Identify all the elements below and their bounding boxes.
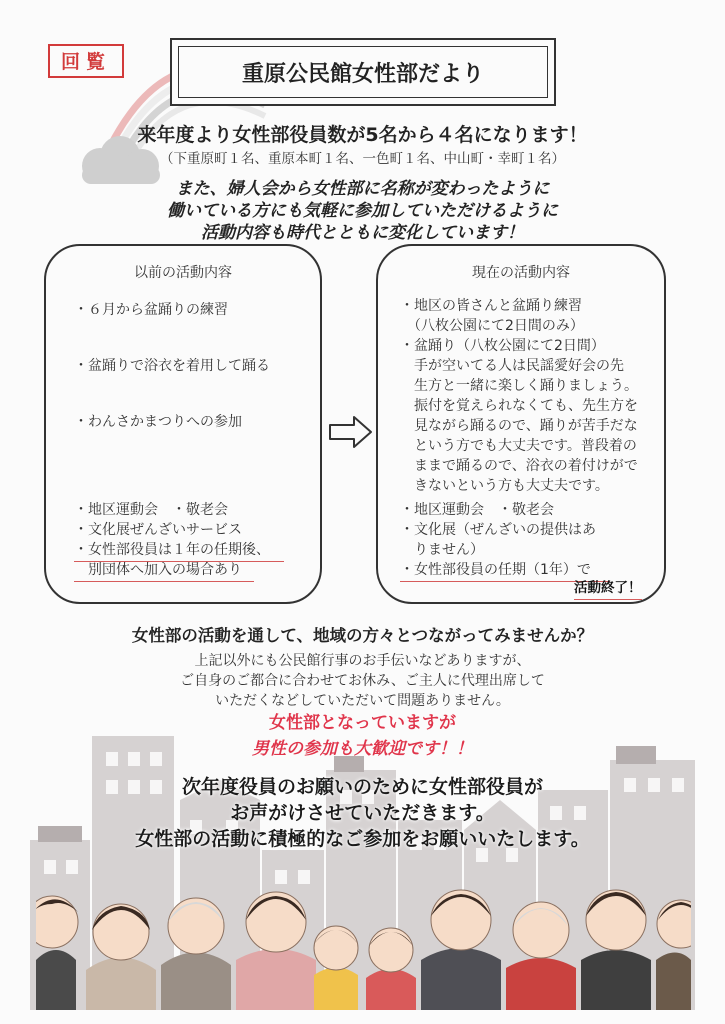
current-item: 手が空いてる人は民謡愛好会の先 — [400, 358, 624, 374]
current-item: 振付を覚えられなくても、先生方を — [400, 398, 638, 414]
current-item: （八枚公園にて2日間のみ） — [400, 318, 584, 334]
current-item: ・文化展（ぜんざいの提供はあ — [400, 522, 596, 538]
closing-line-3: 女性部の活動に積極的なご参加をお願いいたします。 — [135, 828, 590, 850]
current-item: ・盆踊り（八枚公園にて2日間） — [400, 338, 605, 354]
welcome-line-1: 女性部となっていますが — [269, 713, 456, 733]
headline: 来年度より女性部役員数が5名から４名になります！ — [137, 124, 588, 146]
current-item: ・地区の皆さんと盆踊り練習 — [400, 298, 582, 314]
previous-item: ・盆踊りで浴衣を着用して踊る — [74, 358, 270, 374]
info-line-2: ご自身のご都合に合わせてお休み、ご主人に代理出席して — [180, 673, 545, 689]
info-line-1: 上記以外にも公民館行事のお手伝いなどありますが、 — [194, 653, 531, 669]
message-line-2: 働いている方にも気軽に参加していただけるように — [167, 201, 558, 221]
previous-item: ・地区運動会 ・敬老会 — [74, 502, 228, 518]
previous-item: ・６月から盆踊りの練習 — [74, 302, 228, 318]
people-group-illustration — [36, 860, 691, 1010]
previous-item: ・わんさかまつりへの参加 — [74, 414, 242, 430]
previous-item: ・女性部役員は１年の任期後、 — [74, 540, 284, 562]
connect-heading: 女性部の活動を通して、地域の方々とつながってみませんか？ — [131, 626, 594, 645]
previous-activities-title: 以前の活動内容 — [134, 265, 232, 281]
message-line-1: また、婦人会から女性部に名称が変わったように — [175, 179, 550, 199]
activity-end-note: 活動終了！ — [574, 578, 642, 600]
closing-line-2: お声がけさせていただきます。 — [230, 802, 495, 824]
circular-badge: 回覧 — [48, 44, 124, 78]
closing-line-1: 次年度役員のお願いのために女性部役員が — [181, 776, 543, 798]
welcome-line-2: 男性の参加も大歓迎です！！ — [252, 739, 473, 759]
message-line-3: 活動内容も時代とともに変化しています！ — [201, 223, 524, 243]
town-breakdown: （下重原町１名、重原本町１名、一色町１名、中山町・幸町１名） — [160, 151, 565, 167]
current-item: ・地区運動会 ・敬老会 — [400, 502, 554, 518]
newsletter-title: 重原公民館女性部だより — [178, 46, 548, 98]
current-item: 生方と一緒に楽しく踊りましょう。 — [400, 378, 638, 394]
current-activities-title: 現在の活動内容 — [472, 265, 570, 281]
previous-item: 別団体へ加入の場合あり — [74, 560, 254, 582]
newsletter-title-box — [170, 38, 556, 106]
right-arrow-icon — [328, 414, 374, 450]
current-item: りません） — [400, 542, 484, 558]
current-item: 見ながら踊るので、踊りが苦手だな — [400, 418, 638, 434]
previous-item: ・文化展ぜんざいサービス — [74, 522, 242, 538]
current-item: ままで踊るので、浴衣の着付けがで — [400, 458, 638, 474]
previous-activities-box — [44, 244, 322, 604]
current-item: ・女性部役員の任期（1年）で — [400, 560, 610, 582]
current-item: という方でも大丈夫です。普段着の — [400, 438, 637, 454]
info-line-3: いただくなどしていただいて問題ありません。 — [215, 693, 510, 709]
current-activities-box — [376, 244, 666, 604]
current-item: きないという方も大丈夫です。 — [400, 478, 609, 494]
